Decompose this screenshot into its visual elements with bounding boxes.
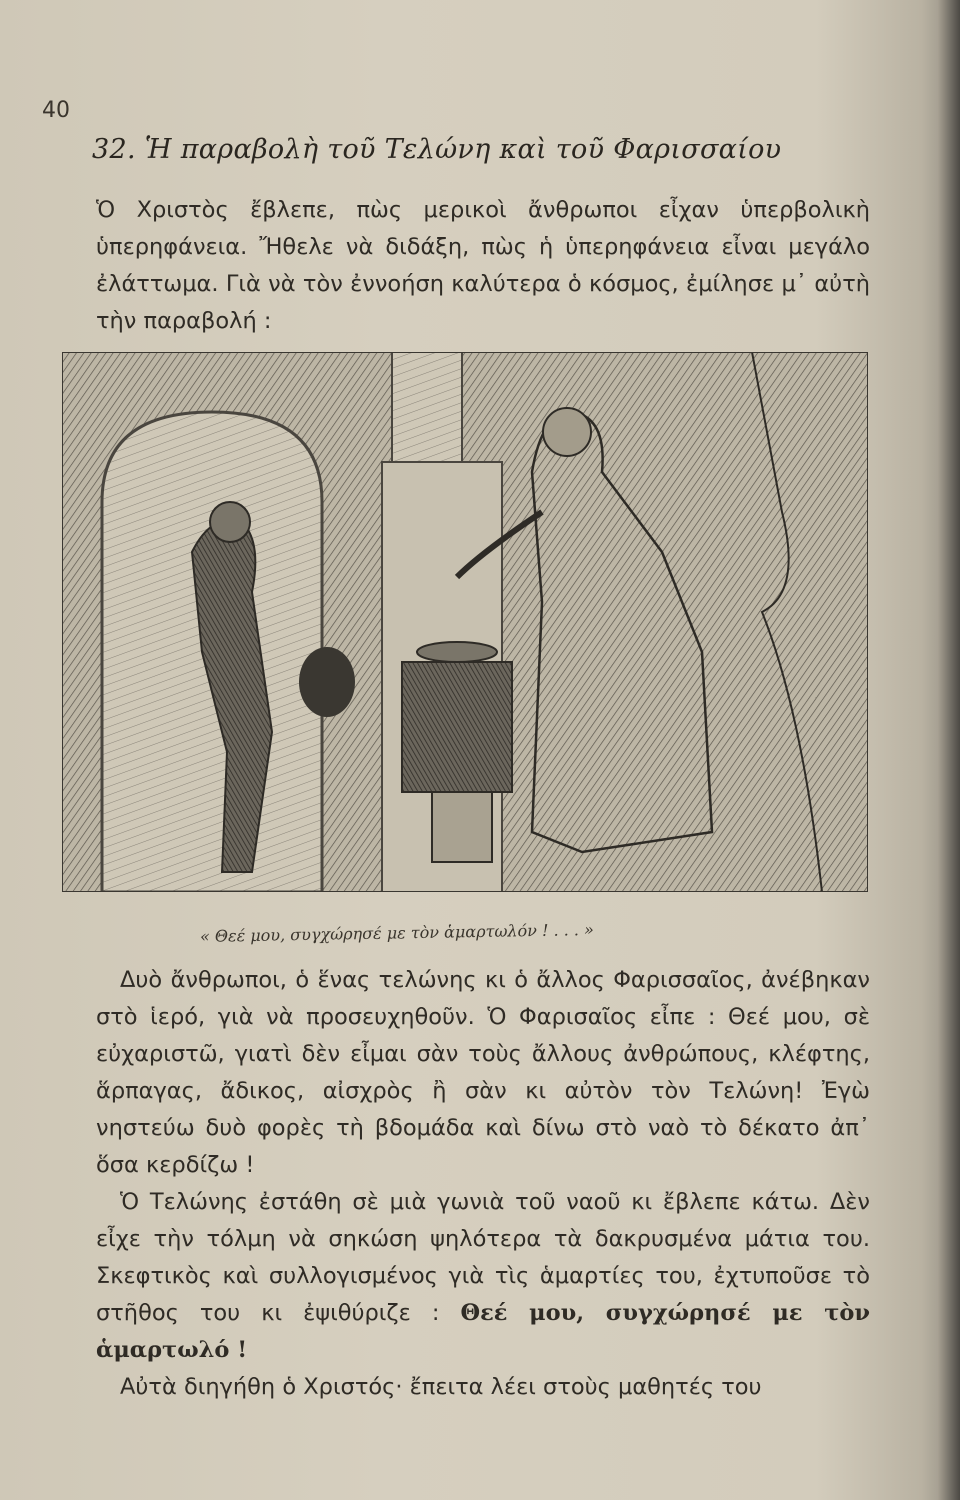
- publican-head-icon: [210, 502, 250, 542]
- binding-edge: [938, 0, 960, 1500]
- altar-icon: [402, 662, 512, 792]
- illustration-caption: « Θεέ μου, συγχώρησέ με τὸν ἁμαρτωλόν ! . . . »: [199, 920, 594, 946]
- offering-basin-icon: [417, 642, 497, 662]
- intro-paragraph: [96, 192, 870, 340]
- altar-base-icon: [432, 792, 492, 862]
- story-last-line: Αὐτὰ διηγήθη ὁ Χριστός· ἔπειτα λέει στοὺς μαθητές του: [120, 1374, 762, 1400]
- hat-icon: [299, 647, 355, 717]
- publican-prayer-quote: Θεέ μου, συγχώρησέ με τὸν ἁμαρτωλό !: [96, 1300, 870, 1363]
- chapter-title: 32. Ἡ παραβολὴ τοῦ Τελώνη καὶ τοῦ Φαρισσαίου: [92, 134, 782, 165]
- engraving-illustration: [62, 352, 868, 892]
- story-paragraph-2: [96, 1184, 870, 1369]
- intro-text: Ὁ Χριστὸς ἔβλεπε, πὼς μερικοὶ ἄνθρωποι εἶχαν ὑπερβολικὴ ὑπερηφάνεια. Ἤθελε νὰ διδάξη, πὼς ἡ ὑπερηφάνεια εἶναι μεγάλο ἐλάττωμα. Γιὰ νὰ τὸν ἐννοήση καλύτερα ὁ κόσμος, ἐμίλησε μ᾽ αὐτὴ τὴν παραβολή :: [96, 197, 870, 334]
- page-number: 40: [42, 98, 70, 123]
- story-paragraph-1: Δυὸ ἄνθρωποι, ὁ ἕνας τελώνης κι ὁ ἄλλος Φαρισσαῖος, ἀνέβηκαν στὸ ἱερό, γιὰ νὰ προσευχηθοῦν. Ὁ Φαρισαῖος εἶπε : Θεέ μου, σὲ εὐχαριστῶ, γιατὶ δὲν εἶμαι σὰν τοὺς ἄλλους ἀνθρώπους, κλέφτης, ἅρπαγας, ἄδικος, αἰσχρὸς ἢ σὰν κι αὐτὸν τὸν Τελώνη! Ἐγὼ νηστεύω δυὸ φορὲς τὴ βδομάδα καὶ δίνω στὸ ναὸ τὸ δέκατο ἀπ᾽ ὅσα κερδίζω !: [96, 967, 870, 1178]
- pharisee-head-icon: [543, 408, 591, 456]
- story-paragraph-2-text: Ὁ Τελώνης ἐστάθη σὲ μιὰ γωνιὰ τοῦ ναοῦ κι ἔβλεπε κάτω. Δὲν εἶχε τὴν τόλμη νὰ σηκώση ψηλότερα τὰ δακρυσμένα μάτια του. Σκεφτικὸς καὶ συλλογισμένος γιὰ τὶς ἁμαρτίες του, ἐχτυποῦσε τὸ στῆθος του κι ἐψιθύριζε :: [96, 1189, 870, 1326]
- story-text: [96, 962, 870, 1406]
